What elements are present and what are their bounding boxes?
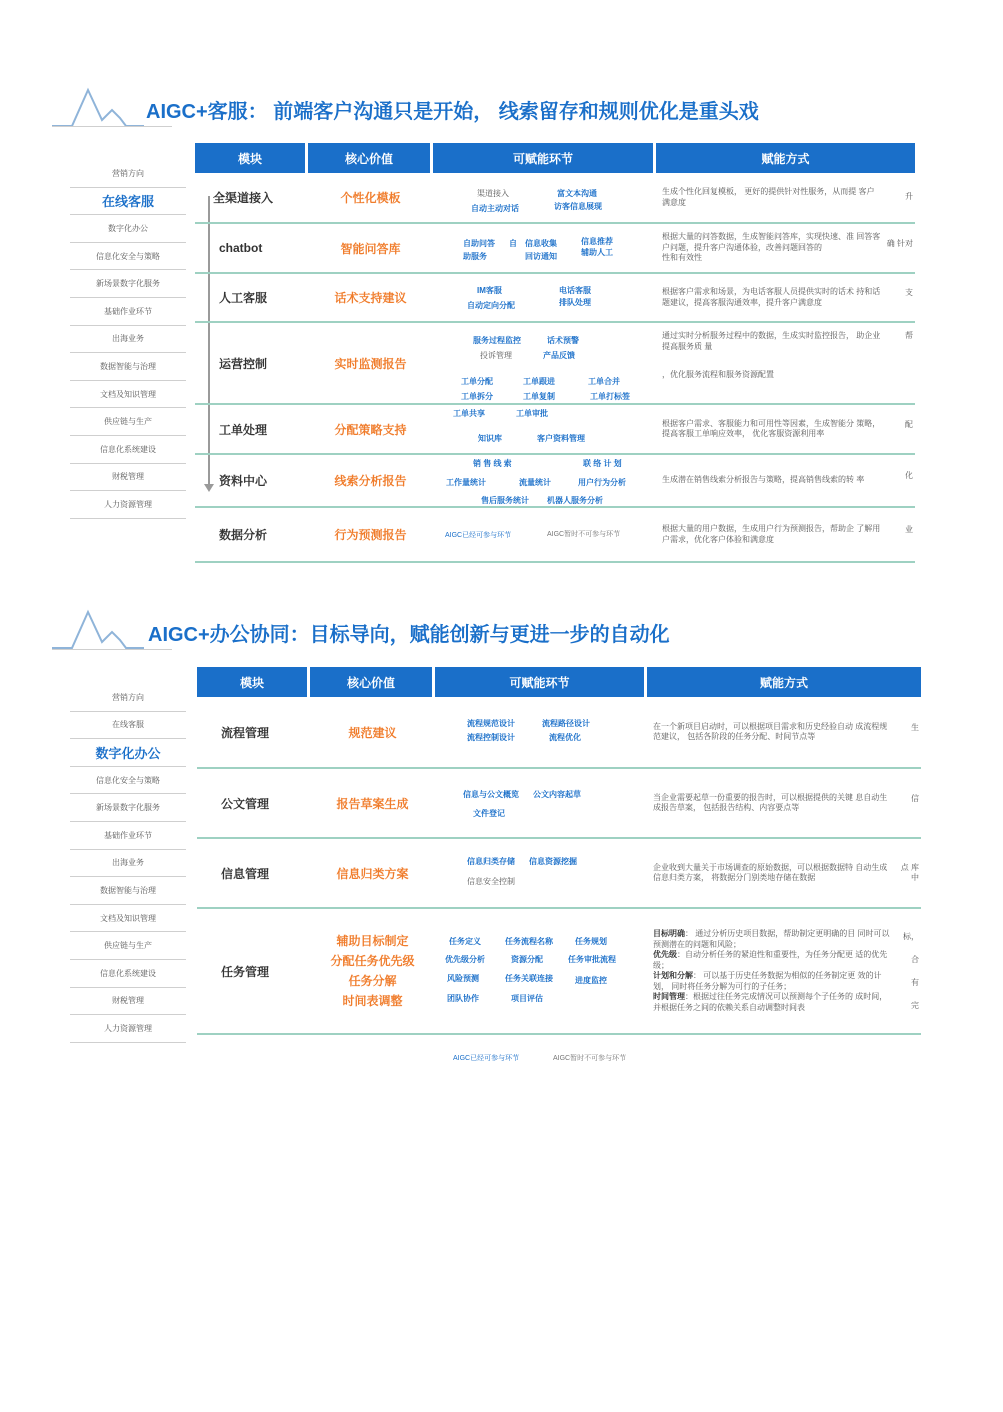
link-item: 任务定义: [449, 937, 481, 946]
table-header: [197, 667, 921, 697]
links-cell: [435, 769, 647, 837]
value-cell: 报告草案生成: [336, 796, 409, 811]
method-line: 目标明确： 通过分析历史项目数据，帮助制定更明确的目 同时可以预测潜在的问题和风险；: [653, 929, 890, 949]
link-item: 团队协作: [447, 994, 479, 1003]
table-row: [197, 909, 921, 1035]
method-cell: 在一个新项目启动时，可以根据项目需求和历史经验自动 成流程规范建议， 包括各阶段的任务分配、时间节点等: [653, 721, 888, 741]
link-item: 用户行为分析: [578, 478, 626, 487]
sidebar-item[interactable]: 信息化安全与策略: [70, 243, 186, 271]
link-item: 任务审批流程: [568, 955, 616, 964]
value-cell: [310, 909, 435, 1033]
method-edge: 生: [911, 722, 919, 732]
sidebar-item[interactable]: 信息化安全与策略: [70, 767, 186, 795]
links-cell: [433, 274, 656, 321]
header-cell: 赋能方式: [656, 143, 915, 173]
method-cell: 根据大量的用户数据，生成用户行为预测报告，帮助企 了解用户需求，优化客户体验和满意度: [662, 524, 881, 544]
method-cell: 根据客户需求和场景，为电话客服人员提供实时的话术 持和话题建议，提高客服沟通效率，提升客户满意度: [662, 287, 881, 307]
sidebar-item[interactable]: 营销方向: [70, 684, 186, 712]
sidebar-item[interactable]: 数字化办公: [70, 215, 186, 243]
link-item: 流量统计: [519, 478, 551, 487]
method-cell: 根据客户需求、客服能力和可用性等因素，生成智能分 策略，提高客服工单响应效率， 优化客服资源利用率: [662, 418, 881, 438]
sidebar-item-active[interactable]: 数字化办公: [70, 739, 186, 767]
module-cell: 任务管理: [221, 964, 270, 979]
link-item: 销 售 线 索: [473, 459, 512, 468]
link-item: 工单共享: [453, 409, 485, 418]
method-edge: 信: [911, 793, 919, 803]
link-item: 信息收集: [525, 239, 557, 248]
link-item: 机器人服务分析: [547, 496, 603, 505]
sidebar-item[interactable]: 出海业务: [70, 850, 186, 878]
link-item: 产品反馈: [543, 351, 575, 360]
link-item: 流程路径设计: [542, 719, 590, 728]
link-item: 任务规划: [575, 937, 607, 946]
value-cell: 实时监测报告: [334, 356, 407, 371]
header-cell: 模块: [197, 667, 307, 697]
sidebar-item[interactable]: 信息化系统建设: [70, 436, 186, 464]
method-edge: 帮: [905, 331, 913, 340]
method-cell: 企业收到大量关于市场调查的原始数据，可以根据数据特 自动生成信息归类方案， 将数据分门别类地存储在数据: [653, 862, 888, 882]
link-item: 工单分配: [461, 377, 493, 386]
sidebar-item[interactable]: 出海业务: [70, 326, 186, 354]
value-cell: 个性化模板: [340, 191, 401, 205]
method-text: 通过实时分析服务过程中的数据，生成实时监控报告， 助企业提高服务质 量: [662, 331, 881, 351]
link-item: 富文本沟通: [557, 189, 597, 198]
link-item: 进度监控: [575, 976, 607, 985]
value-line: 时间表调整: [342, 994, 403, 1008]
value-cell: 话术支持建议: [334, 291, 407, 305]
legend-aigc-can: AIGC已经可参与环节: [445, 532, 512, 539]
table-1: [195, 143, 915, 563]
table-row: [195, 405, 915, 455]
module-cell: chatbot: [219, 241, 263, 255]
link-item: 售后服务统计: [481, 496, 529, 505]
table-row: [195, 224, 915, 274]
sidebar-item[interactable]: 数据智能与治理: [70, 353, 186, 381]
link-item: 电话客服: [559, 286, 591, 295]
section2-title: AIGC+办公协同：目标导向，赋能创新与更进一步的自动化: [148, 624, 670, 646]
value-line: 任务分解: [348, 974, 397, 988]
link-item: 项目评估: [511, 994, 543, 1003]
method-edge: 升: [905, 192, 913, 202]
sidebar-item[interactable]: 在线客服: [70, 712, 186, 740]
link-item: 信息资源挖掘: [529, 857, 577, 866]
link-item: 资源分配: [511, 955, 543, 964]
module-cell: 人工客服: [219, 291, 268, 305]
module-cell: 运营控制: [219, 356, 268, 371]
link-item: 投诉管理: [480, 351, 512, 360]
table-row: [195, 323, 915, 405]
header-cell: 核心价值: [310, 667, 432, 697]
method-edge: 支: [905, 288, 913, 298]
method-cell: 生成个性化回复模板， 更好的提供针对性服务，从而提 客户满意度: [662, 187, 875, 207]
links-cell: [433, 455, 656, 506]
link-item: 信息安全控制: [467, 877, 515, 886]
link-item: 任务关联连接: [505, 974, 553, 983]
table-row: [195, 455, 915, 508]
sidebar-item[interactable]: 营销方向: [70, 160, 186, 188]
link-item: 工单复制: [523, 392, 555, 401]
value-cell: 线索分析报告: [334, 474, 407, 488]
title2-underline: [52, 649, 172, 650]
sidebar-item[interactable]: 人力资源管理: [70, 491, 186, 519]
method-edge: 化: [905, 471, 913, 481]
table-row: [195, 508, 915, 563]
sidebar-item[interactable]: 文档及知识管理: [70, 381, 186, 409]
link-item: 工单合并: [588, 377, 620, 386]
link-item: 信息推荐: [581, 237, 613, 246]
link-item: 文件登记: [473, 809, 505, 818]
method-edge: 配: [905, 419, 913, 429]
title1-underline: [52, 126, 172, 127]
header-cell: 可赋能环节: [433, 143, 653, 173]
legend-aigc-cannot: AIGC暂时不可参与环节: [547, 531, 621, 538]
value-cell: 分配策略支持: [334, 422, 407, 437]
link-item: 客户资料管理: [537, 434, 585, 443]
table-row: [197, 769, 921, 839]
links-cell: [433, 405, 656, 453]
value-cell: 行为预测报告: [334, 528, 407, 542]
links-cell: [435, 697, 647, 767]
method-text: 根据大量的问答数据，生成智能问答库，实现快速、准 回答客户问题，提升客户沟通体验，改善问题回答的: [662, 232, 881, 252]
module-cell: 流程管理: [221, 725, 270, 740]
value-cell: 智能问答库: [340, 241, 401, 256]
sidebar-item[interactable]: 基础作业环节: [70, 822, 186, 850]
method-line: 优先级：自动分析任务的紧迫性和重要性，为任务分配更 适的优先级；: [653, 950, 888, 970]
table-header: [195, 143, 915, 173]
link-item: 排队处理: [559, 298, 591, 307]
links-cell: [435, 839, 647, 907]
link-item: 风险预测: [447, 974, 479, 983]
sidebar-item[interactable]: 财税管理: [70, 988, 186, 1016]
section1-title: AIGC+客服： 前端客户沟通只是开始， 线索留存和规则优化是重头戏: [146, 101, 759, 123]
header-cell: 可赋能环节: [435, 667, 644, 697]
value-line: 分配任务优先级: [330, 954, 415, 968]
method-edge: 确 针对: [886, 238, 913, 248]
method-edge: 标， 合 有 完: [903, 932, 919, 1010]
method-line: 计划和分解： 可以基于历史任务数据为相似的任务制定更 效的计划， 同时将任务分解为可行的子任务；: [653, 971, 882, 991]
method-edge: 点 库中: [900, 862, 919, 882]
link-item: 自动定向分配: [467, 301, 515, 310]
links-cell: [433, 173, 656, 222]
value-cell: 规范建议: [348, 725, 397, 740]
pulse-wave-icon: [52, 86, 144, 130]
link-item: 工单审批: [516, 409, 548, 418]
module-cell: 信息管理: [221, 866, 270, 881]
link-item: 辅助人工: [581, 248, 613, 257]
table-2: [197, 667, 921, 1035]
link-item: 渠道接入: [477, 189, 509, 198]
legend-aigc-can: AIGC已经可参与环节: [453, 1055, 520, 1062]
link-item: 信息归类存储: [467, 857, 515, 866]
value-line: 辅助目标制定: [336, 934, 409, 948]
module-cell: 全渠道接入: [213, 191, 274, 205]
sidebar-2: [70, 684, 186, 1043]
header-cell: 核心价值: [308, 143, 430, 173]
link-item: 自: [509, 239, 517, 248]
table-row: [195, 274, 915, 323]
links-cell: [435, 909, 647, 1033]
table-row: [197, 697, 921, 769]
method-cell: 生成潜在销售线索分析报告与策略，提高销售线索的转 率: [662, 475, 865, 485]
link-item: 访客信息展现: [554, 202, 602, 211]
link-item: 流程控制设计: [467, 733, 515, 742]
link-item: 工作量统计: [446, 478, 486, 487]
links-cell: [433, 323, 656, 403]
link-item: 工单跟进: [523, 377, 555, 386]
pulse-wave-icon: [52, 608, 144, 652]
method-cell: [656, 323, 886, 403]
method-cell: [656, 224, 886, 272]
sidebar-item[interactable]: 财税管理: [70, 464, 186, 492]
sidebar-item-active[interactable]: 在线客服: [70, 188, 186, 216]
method-text: 性和有效性: [662, 253, 702, 263]
header-cell: 模块: [195, 143, 305, 173]
sidebar-item[interactable]: 数据智能与治理: [70, 877, 186, 905]
sidebar-item[interactable]: 供应链与生产: [70, 932, 186, 960]
link-item: 自动主动对话: [471, 204, 519, 213]
link-item: 公文内容起草: [533, 790, 581, 799]
sidebar-item[interactable]: 人力资源管理: [70, 1015, 186, 1043]
module-cell: 数据分析: [219, 528, 268, 542]
method-line: 时间管理：根据过往任务完成情况可以预测每个子任务的 成时间， 并根据任务之间的依赖关系自动调整时间表: [653, 992, 888, 1012]
link-item: 自助问答: [463, 239, 495, 248]
link-item: 工单打标签: [590, 392, 630, 401]
sidebar-item[interactable]: 供应链与生产: [70, 408, 186, 436]
sidebar-1: [70, 160, 186, 519]
link-item: 流程规范设计: [467, 719, 515, 728]
legend-aigc-cannot: AIGC暂时不可参与环节: [553, 1055, 627, 1062]
sidebar-item[interactable]: 文档及知识管理: [70, 905, 186, 933]
link-item: 话术预警: [547, 336, 579, 345]
value-cell: 信息归类方案: [336, 866, 409, 881]
table-row: [197, 839, 921, 909]
header-cell: 赋能方式: [647, 667, 921, 697]
method-text: ，优化服务流程和服务资源配置: [662, 370, 774, 379]
link-item: 回访通知: [525, 252, 557, 261]
sidebar-item[interactable]: 信息化系统建设: [70, 960, 186, 988]
link-item: 优先级分析: [445, 955, 485, 964]
link-item: 联 络 计 划: [583, 459, 622, 468]
link-item: 服务过程监控: [473, 336, 521, 345]
link-item: 信息与公文概览: [463, 790, 519, 799]
method-cell: [647, 909, 895, 1033]
method-cell: 当企业需要起草一份重要的报告时，可以根据提供的关键 息自动生成报告草案， 包括报告结构、内容要点等: [653, 792, 888, 812]
sidebar-item[interactable]: 基础作业环节: [70, 298, 186, 326]
method-edge: 业: [905, 525, 913, 535]
sidebar-item[interactable]: 新场景数字化服务: [70, 270, 186, 298]
links-cell: [433, 224, 656, 272]
module-cell: 工单处理: [219, 422, 268, 437]
module-cell: 公文管理: [221, 796, 270, 811]
sidebar-item[interactable]: 新场景数字化服务: [70, 794, 186, 822]
link-item: 知识库: [478, 434, 502, 443]
link-item: 工单拆分: [461, 392, 493, 401]
link-item: 助服务: [463, 252, 487, 261]
link-item: 流程优化: [549, 733, 581, 742]
module-cell: 资料中心: [219, 474, 268, 488]
link-item: IM客服: [477, 286, 502, 295]
links-cell: [433, 508, 656, 561]
link-item: 任务流程名称: [505, 937, 553, 946]
table-row: [195, 173, 915, 224]
